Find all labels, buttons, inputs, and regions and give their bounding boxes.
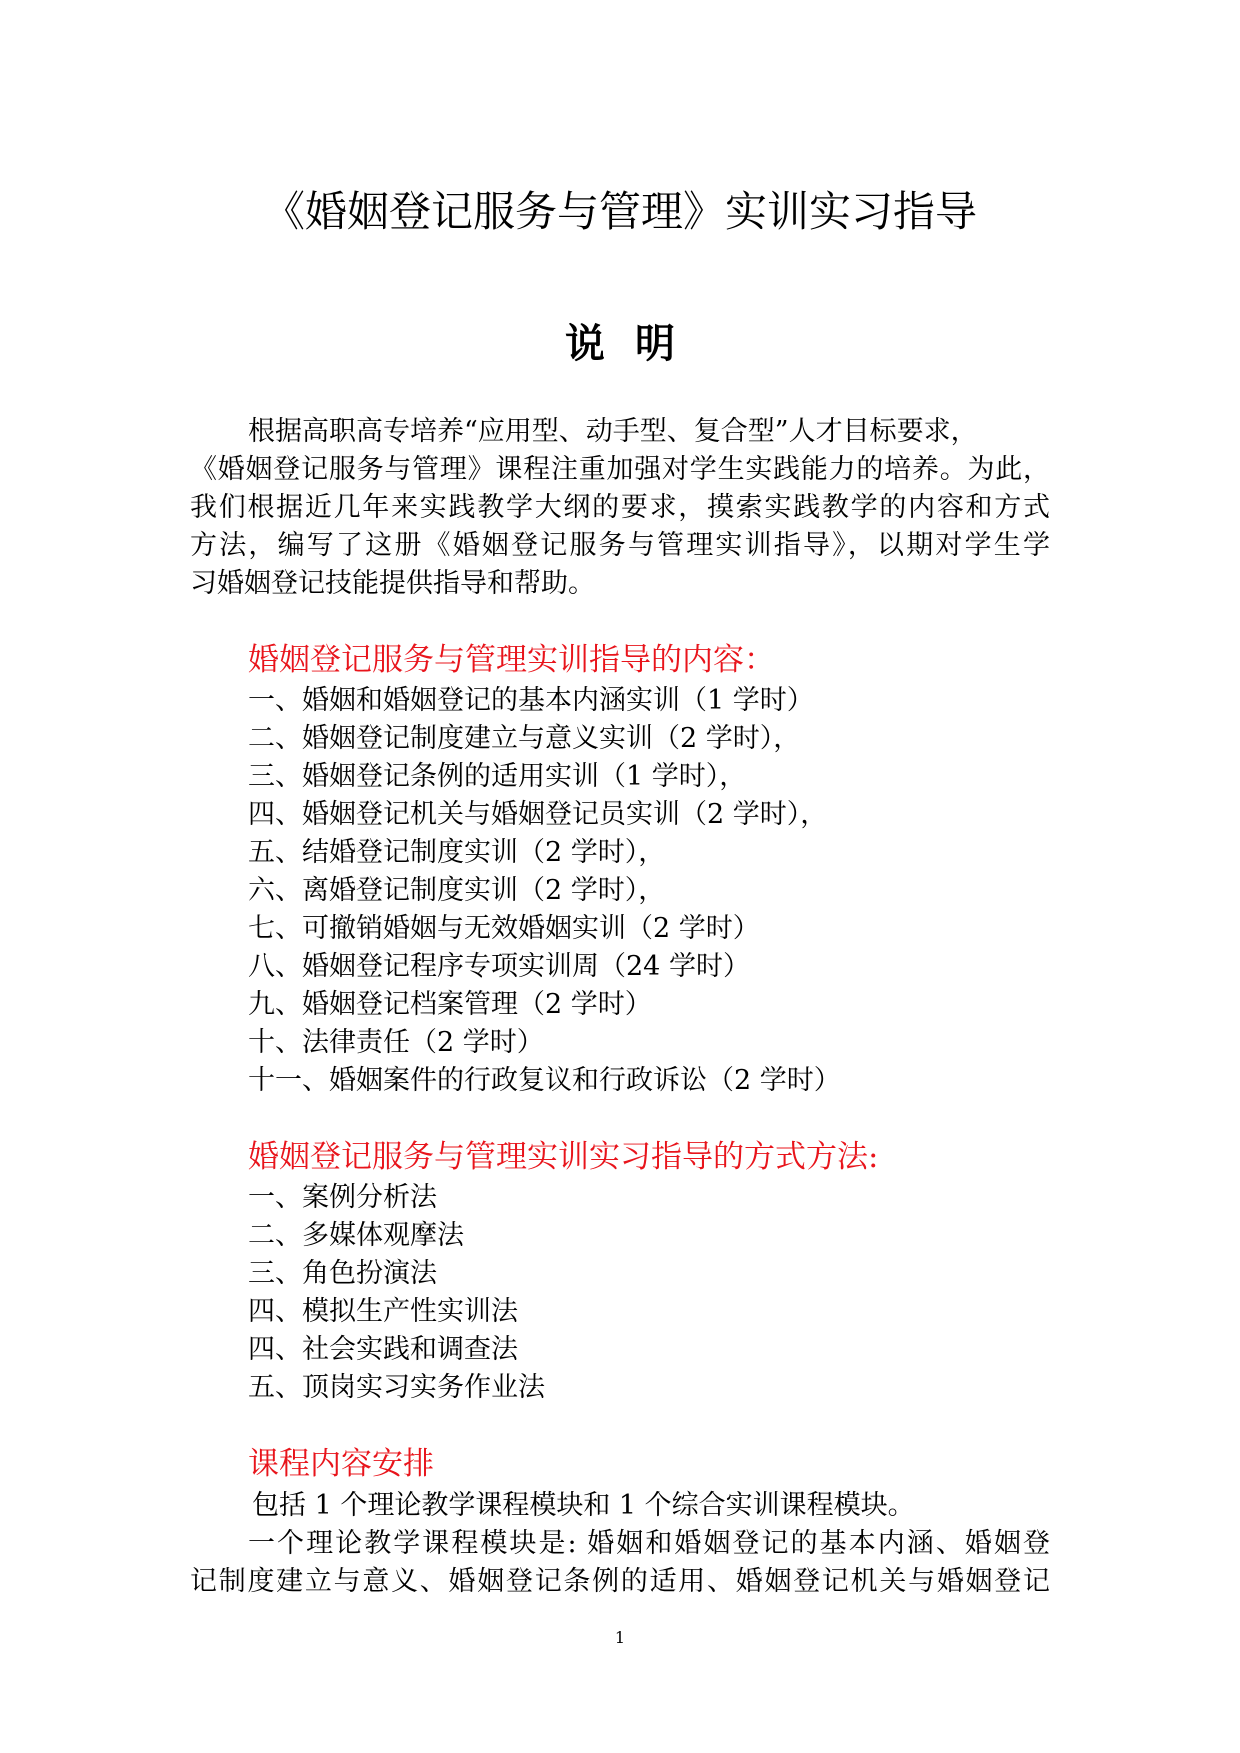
list-item: 一、案例分析法 [248,1182,437,1213]
list-item: 五、结婚登记制度实训（2 学时）， [248,837,666,868]
list-item: 七、可撤销婚姻与无效婚姻实训（2 学时） [248,913,760,944]
methods-heading: 婚姻登记服务与管理实训实习指导的方式方法: [248,1139,879,1175]
list-item: 四、婚姻登记机关与婚姻登记员实训（2 学时）， [248,799,828,830]
paragraph-line: 包括 1 个理论教学课程模块和 1 个综合实训课程模块。 [252,1490,915,1521]
list-item: 八、婚姻登记程序专项实训周（24 学时） [248,951,750,982]
list-item: 三、角色扮演法 [248,1258,437,1289]
page-number: 1 [614,1628,626,1647]
paragraph-line: 我们根据近几年来实践教学大纲的要求，摸索实践教学的内容和方式 [190,492,1050,523]
paragraph-line: 方法，编写了这册《婚姻登记服务与管理实训指导》，以期对学生学 [190,530,1050,561]
list-item: 三、婚姻登记条例的适用实训（1 学时）， [248,761,747,792]
list-item: 六、离婚登记制度实训（2 学时）， [248,875,666,906]
content-heading: 婚姻登记服务与管理实训指导的内容： [248,642,775,678]
list-item: 一、婚姻和婚姻登记的基本内涵实训（1 学时） [248,685,814,716]
list-item: 四、社会实践和调查法 [248,1334,518,1365]
list-item: 四、模拟生产性实训法 [248,1296,518,1327]
list-item: 十一、婚姻案件的行政复议和行政诉讼（2 学时） [248,1065,841,1096]
paragraph-line: 一个理论教学课程模块是: 婚姻和婚姻登记的基本内涵、婚姻登 [248,1528,1050,1559]
document-title: 《婚姻登记服务与管理》实训实习指导 [262,187,977,236]
paragraph-line: 习婚姻登记技能提供指导和帮助。 [190,568,595,599]
paragraph-line: 根据高职高专培养“应用型、动手型、复合型”人才目标要求， [248,416,978,447]
list-item: 二、多媒体观摩法 [248,1220,464,1251]
arrangement-heading: 课程内容安排 [248,1446,434,1482]
list-item: 九、婚姻登记档案管理（2 学时） [248,989,652,1020]
paragraph-line: 记制度建立与意义、婚姻登记条例的适用、婚姻登记机关与婚姻登记 [190,1566,1050,1597]
list-item: 十、法律责任（2 学时） [248,1027,544,1058]
list-item: 五、顶岗实习实务作业法 [248,1372,545,1403]
section-title: 说明 [565,320,705,367]
list-item: 二、婚姻登记制度建立与意义实训（2 学时）， [248,723,801,754]
paragraph-line: 《婚姻登记服务与管理》课程注重加强对学生实践能力的培养。为此， [190,454,1050,485]
